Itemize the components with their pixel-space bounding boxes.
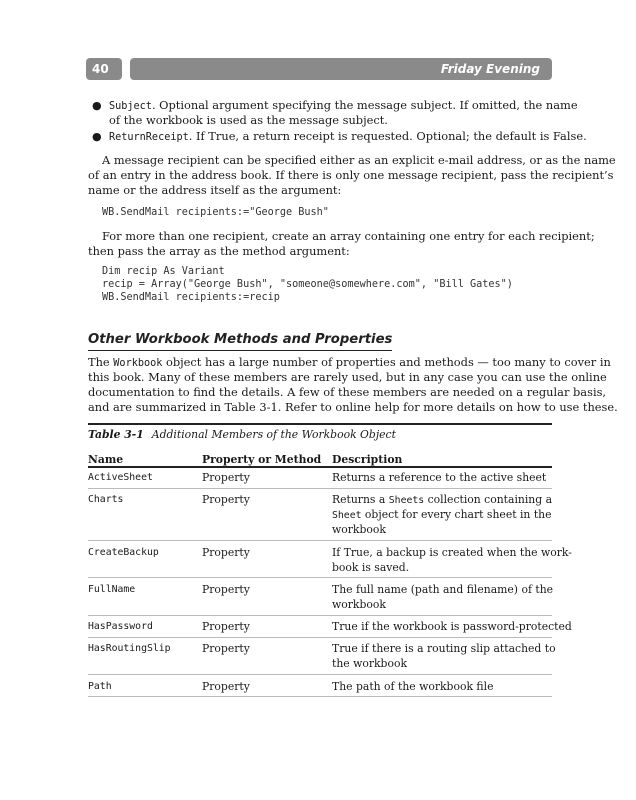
table-cell-name: Path bbox=[88, 681, 112, 692]
page-number: 40 bbox=[86, 58, 122, 80]
section-heading: Other Workbook Methods and Properties bbox=[88, 332, 392, 351]
paragraph-line: of an entry in the address book. If there is only one message recipient, pass the recipient’s bbox=[88, 168, 614, 182]
table-cell-description: workbook bbox=[332, 523, 386, 536]
row-divider bbox=[88, 615, 552, 616]
paragraph-line: this book. Many of these members are rarely used, but in any case you can use the online bbox=[88, 370, 607, 384]
code-line: WB.SendMail recipients:="George Bush" bbox=[102, 207, 329, 218]
row-divider bbox=[88, 637, 552, 638]
table-cell-description: Sheet object for every chart sheet in the bbox=[332, 508, 552, 521]
row-divider bbox=[88, 674, 552, 675]
paragraph-line: and are summarized in Table 3-1. Refer to online help for more details on how to use these. bbox=[88, 400, 618, 414]
table-cell-description: workbook bbox=[332, 598, 386, 611]
code-line: recip = Array("George Bush", "someone@somewhere.com", "Bill Gates") bbox=[102, 279, 513, 290]
table-header-rule bbox=[88, 466, 552, 468]
table-cell-type: Property bbox=[202, 493, 250, 506]
table-cell-type: Property bbox=[202, 680, 250, 693]
table-cell-name: ActiveSheet bbox=[88, 472, 153, 483]
row-divider bbox=[88, 696, 552, 697]
bullet-subject-cont: of the workbook is used as the message subject. bbox=[109, 113, 388, 127]
row-divider bbox=[88, 540, 552, 541]
column-header-type: Property or Method bbox=[202, 453, 322, 466]
table-caption: Table 3-1 Additional Members of the Workbook Object bbox=[88, 428, 396, 441]
table-cell-description: The full name (path and filename) of the bbox=[332, 583, 554, 596]
table-cell-name: HasRoutingSlip bbox=[88, 643, 171, 654]
table-cell-description: book is saved. bbox=[332, 561, 410, 574]
table-cell-description: Returns a reference to the active sheet bbox=[332, 471, 547, 484]
paragraph-line: documentation to find the details. A few of these members are needed on a regular basis, bbox=[88, 385, 607, 399]
table-cell-name: FullName bbox=[88, 584, 136, 595]
table-top-rule bbox=[88, 423, 552, 425]
running-header: Friday Evening bbox=[130, 58, 552, 80]
bullet-subject: Subject. Optional argument specifying the message subject. If omitted, the name bbox=[109, 98, 578, 112]
table-cell-name: HasPassword bbox=[88, 621, 153, 632]
bullet-returnreceipt: ReturnReceipt. If True, a return receipt is requested. Optional; the default is False. bbox=[109, 129, 587, 143]
table-cell-description: If True, a backup is created when the work- bbox=[332, 546, 572, 559]
table-cell-description: True if the workbook is password-protected bbox=[332, 620, 572, 633]
table-cell-name: Charts bbox=[88, 494, 124, 505]
table-cell-description: the workbook bbox=[332, 657, 408, 670]
table-cell-type: Property bbox=[202, 546, 250, 559]
table-cell-name: CreateBackup bbox=[88, 547, 159, 558]
table-cell-type: Property bbox=[202, 620, 250, 633]
table-cell-description: The path of the workbook file bbox=[332, 680, 494, 693]
paragraph-line: For more than one recipient, create an array containing one entry for each recipient; bbox=[102, 229, 595, 243]
code-line: WB.SendMail recipients:=recip bbox=[102, 292, 280, 303]
column-header-name: Name bbox=[88, 453, 124, 466]
row-divider bbox=[88, 577, 552, 578]
bullet-icon: ● bbox=[92, 130, 102, 143]
code-line: Dim recip As Variant bbox=[102, 266, 225, 277]
bullet-icon: ● bbox=[92, 99, 102, 112]
paragraph-line: name or the address itself as the argument: bbox=[88, 183, 342, 197]
table-cell-type: Property bbox=[202, 471, 250, 484]
paragraph-line: The Workbook object has a large number of properties and methods — too many to cover in bbox=[88, 355, 611, 369]
table-cell-description: True if there is a routing slip attached to bbox=[332, 642, 556, 655]
paragraph-line: A message recipient can be specified either as an explicit e-mail address, or as the name bbox=[102, 153, 616, 167]
row-divider bbox=[88, 488, 552, 489]
table-cell-description: Returns a Sheets collection containing a bbox=[332, 493, 553, 506]
table-cell-type: Property bbox=[202, 583, 250, 596]
column-header-description: Description bbox=[332, 453, 403, 466]
paragraph-line: then pass the array as the method argument: bbox=[88, 244, 350, 258]
table-cell-type: Property bbox=[202, 642, 250, 655]
